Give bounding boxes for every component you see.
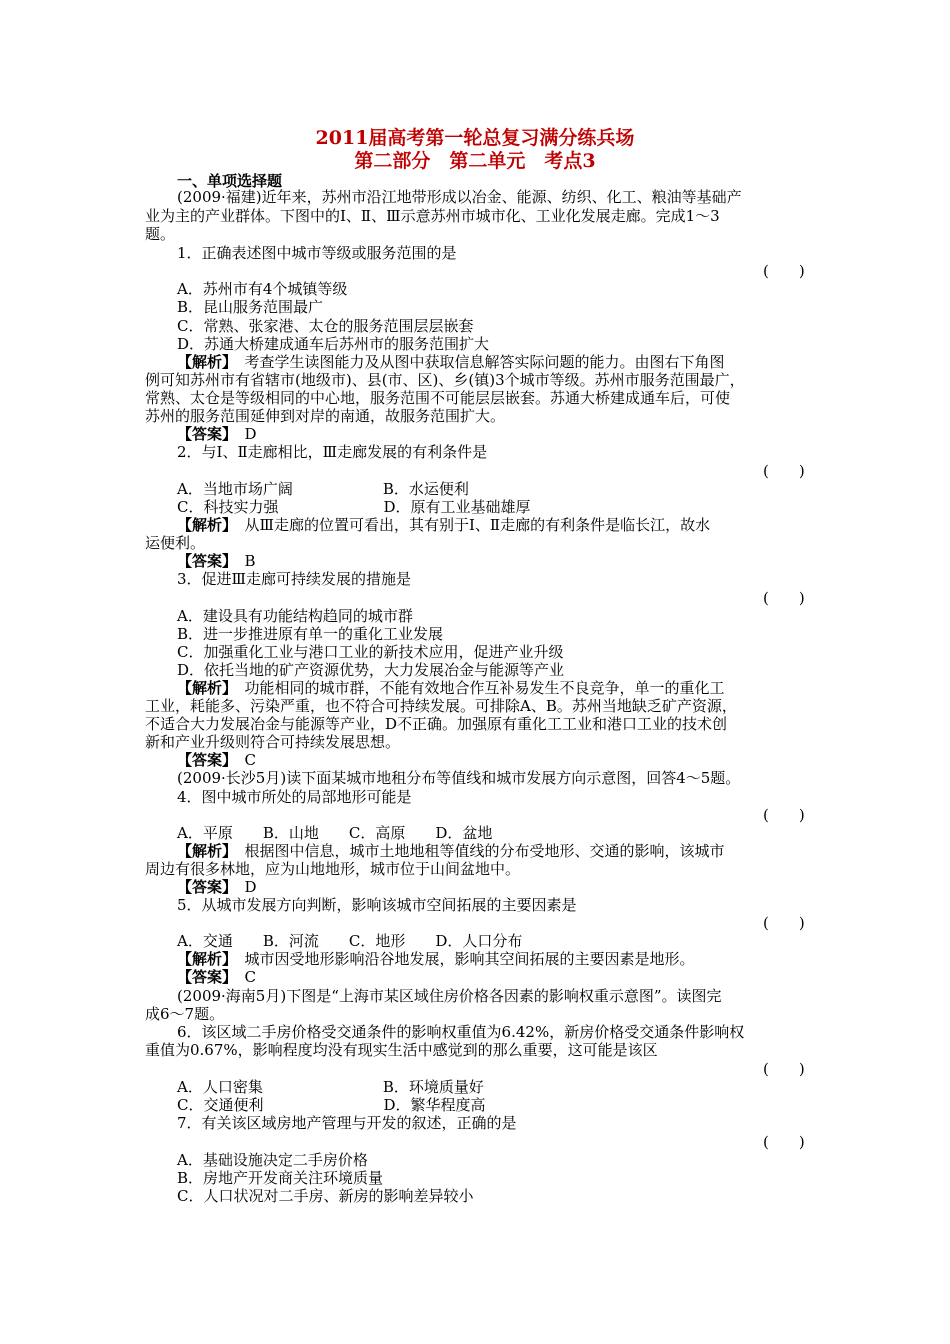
text-line (145, 207, 720, 225)
line-text: 新和产业升级则符合可持续发展思想。 (145, 733, 401, 751)
text-line (145, 860, 520, 878)
line-text: A．建设具有功能结构趋同的城市群 (177, 607, 413, 625)
text-line (177, 1169, 383, 1187)
line-text: C．常熟、张家港、太仓的服务范围层层嵌套 (177, 317, 474, 335)
section-tag: 【答案】 (177, 552, 230, 570)
line-text: D．依托当地的矿产资源优势，大力发展冶金与能源等产业 (177, 661, 565, 679)
line-text: 重值为0.67%，影响程度均没有现实生活中感觉到的那么重要，这可能是该区 (145, 1041, 658, 1059)
section-tag: 【答案】 (177, 878, 230, 896)
line-text: 1．正确表述图中城市等级或服务范围的是 (177, 244, 457, 262)
line-text: D (229, 425, 257, 443)
line-text: B (229, 552, 256, 570)
line-text: C．科技实力强 D．原有工业基础雄厚 (177, 498, 531, 516)
text-line (177, 896, 577, 914)
line-text: 成6～7题。 (145, 1005, 225, 1023)
line-text: (2009·海南5月)下图是“上海市某区域住房价格各因素的影响权重示意图”。读图完 (177, 987, 722, 1005)
solution-line (177, 552, 256, 570)
solution-line (177, 950, 695, 968)
section-tag: 【答案】 (177, 751, 230, 769)
line-text: 业为主的产业群体。下图中的Ⅰ、Ⅱ、Ⅲ示意苏州市城市化、工业化发展走廊。完成1～3 (145, 207, 720, 225)
line-text: 周边有很多林地，应为山地地形，城市位于山间盆地中。 (145, 860, 521, 878)
text-line (145, 534, 205, 552)
text-line (177, 1187, 473, 1205)
line-text: C．交通便利 D．繁华程度高 (177, 1096, 486, 1114)
line-text: 2．与Ⅰ、Ⅱ走廊相比，Ⅲ走廊发展的有利条件是 (177, 443, 488, 461)
line-text: B．进一步推进原有单一的重化工业发展 (177, 625, 444, 643)
text-line (177, 932, 522, 950)
section-tag: 【解析】 (177, 679, 230, 697)
text-line (177, 480, 469, 498)
text-line (177, 607, 413, 625)
document-subtitle: 第二部分 第二单元 考点3 (354, 150, 596, 172)
line-text: A．人口密集 B．环境质量好 (177, 1078, 484, 1096)
line-text: 从Ⅲ走廊的位置可看出，其有别于Ⅰ、Ⅱ走廊的有利条件是临长江，故水 (229, 516, 711, 534)
text-line (145, 225, 175, 243)
line-text: 苏州的服务范围延伸到对岸的南通，故服务范围扩大。 (145, 407, 506, 425)
solution-line (177, 842, 725, 860)
line-text: 运便利。 (145, 534, 206, 552)
line-text: 城市因受地形影响沿谷地发展，影响其空间拓展的主要因素是地形。 (229, 950, 695, 968)
text-line (177, 1114, 517, 1132)
line-text: C．加强重化工业与港口工业的新技术应用，促进产业升级 (177, 643, 564, 661)
line-text: B．房地产开发商关注环境质量 (177, 1169, 384, 1187)
solution-line (177, 425, 257, 443)
solution-line (177, 968, 256, 986)
text-line (177, 1096, 486, 1114)
text-line (177, 987, 722, 1005)
section-tag: 【解析】 (177, 842, 230, 860)
answer-blank: ( ) (763, 1060, 805, 1078)
text-line (145, 715, 727, 733)
solution-line (177, 878, 257, 896)
text-line (177, 661, 564, 679)
text-line (177, 625, 443, 643)
line-text: D (229, 878, 257, 896)
line-text: (2009·福建)近年来，苏州市沿江地带形成以冶金、能源、纺织、化工、粮油等基础产 (177, 188, 742, 206)
line-text: 题。 (145, 225, 176, 243)
line-text: 不适合大力发展冶金与能源等产业，D不正确。加强原有重化工工业和港口工业的技术创 (145, 715, 728, 733)
solution-line (177, 353, 725, 371)
text-line (177, 1078, 484, 1096)
line-text: 6．该区域二手房价格受交通条件的影响权重值为6.42%，新房价格受交通条件影响权 (177, 1023, 745, 1041)
text-line (145, 407, 505, 425)
text-line (145, 371, 745, 389)
line-text: 工业，耗能多、污染严重，也不符合可持续发展。可排除A、B。苏州当地缺乏矿产资源， (145, 697, 737, 715)
text-line (177, 788, 412, 806)
text-line (177, 244, 457, 262)
section-tag: 【解析】 (177, 353, 230, 371)
text-line (177, 643, 563, 661)
line-text: A．当地市场广阔 B．水运便利 (177, 480, 469, 498)
text-line (145, 1005, 224, 1023)
line-text: 功能相同的城市群，不能有效地合作互补易发生不良竞争，单一的重化工 (229, 679, 725, 697)
text-line (177, 570, 411, 588)
line-text: 常熟、太仓是等级相同的中心地，服务范围不可能层层嵌套。苏通大桥建成通车后，可使 (145, 389, 731, 407)
text-line (177, 280, 347, 298)
text-line (177, 824, 492, 842)
line-text: 3．促进Ⅲ走廊可持续发展的措施是 (177, 570, 412, 588)
answer-blank: ( ) (763, 806, 805, 824)
line-text: D．苏通大桥建成通车后苏州市的服务范围扩大 (177, 335, 490, 353)
line-text: A．平原 B．山地 C．高原 D．盆地 (177, 824, 493, 842)
line-text: A．基础设施决定二手房价格 (177, 1151, 368, 1169)
text-line (177, 769, 740, 787)
line-text: A．苏州市有4个城镇等级 (177, 280, 348, 298)
text-line (177, 317, 473, 335)
solution-line (177, 516, 710, 534)
line-text: C (229, 751, 256, 769)
text-line (145, 1041, 658, 1059)
line-text: 7．有关该区域房地产管理与开发的叙述，正确的是 (177, 1114, 517, 1132)
text-line (145, 389, 730, 407)
line-text: A．交通 B．河流 C．地形 D．人口分布 (177, 932, 523, 950)
answer-blank: ( ) (763, 589, 805, 607)
line-text: 4．图中城市所处的局部地形可能是 (177, 788, 412, 806)
line-text: (2009·长沙5月)读下面某城市地租分布等值线和城市发展方向示意图，回答4～5题。 (177, 769, 741, 787)
section-tag: 【答案】 (177, 968, 230, 986)
line-text: 5．从城市发展方向判断，影响该城市空间拓展的主要因素是 (177, 896, 577, 914)
text-line (177, 1023, 744, 1041)
answer-blank: ( ) (763, 262, 805, 280)
text-line (145, 733, 400, 751)
line-text: 一、单项选择题 (177, 172, 283, 190)
text-line (145, 697, 737, 715)
answer-blank: ( ) (763, 1133, 805, 1151)
solution-line (177, 679, 725, 697)
answer-blank: ( ) (763, 462, 805, 480)
section-tag: 【解析】 (177, 950, 230, 968)
section-tag: 【解析】 (177, 516, 230, 534)
text-line (177, 335, 489, 353)
text-line (177, 298, 323, 316)
line-text: 考查学生读图能力及从图中获取信息解答实际问题的能力。由图右下角图 (229, 353, 725, 371)
section-tag: 【答案】 (177, 425, 230, 443)
text-line (177, 498, 531, 516)
line-text: 根据图中信息，城市土地地租等值线的分布受地形、交通的影响，该城市 (229, 842, 725, 860)
text-line (177, 1151, 368, 1169)
text-line (177, 188, 742, 206)
line-text: B．昆山服务范围最广 (177, 298, 324, 316)
line-text: C．人口状况对二手房、新房的影响差异较小 (177, 1187, 474, 1205)
line-text: C (229, 968, 256, 986)
text-line (177, 443, 487, 461)
solution-line (177, 751, 256, 769)
line-text: 例可知苏州市有省辖市(地级市)、县(市、区)、乡(镇)3个城市等级。苏州市服务范围最广， (145, 371, 745, 389)
answer-blank: ( ) (763, 914, 805, 932)
document-title: 2011届高考第一轮总复习满分练兵场 (315, 127, 635, 149)
